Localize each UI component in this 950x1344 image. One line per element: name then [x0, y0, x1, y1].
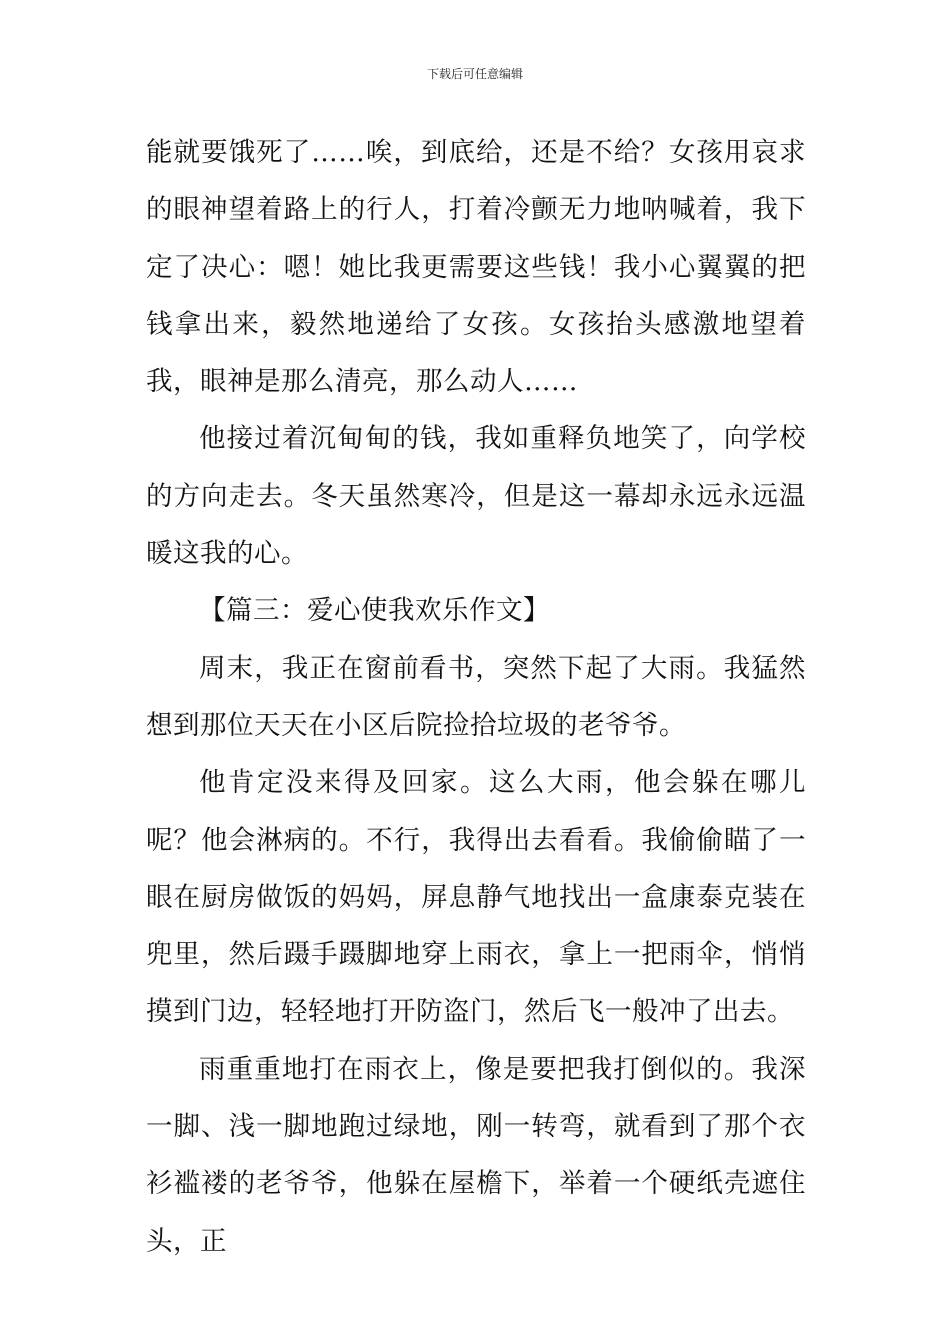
section-heading: 【篇三：爱心使我欢乐作文】 [199, 595, 550, 627]
paragraph: 他肯定没来得及回家。这么大雨，他会躲在哪儿呢？他会淋病的。不行，我得出去看看。我偷偷瞄了一眼在厨房做饭的妈妈，屏息静气地找出一盒康泰克装在兜里，然后蹑手蹑脚地穿上雨衣，拿上一把雨伞，悄悄摸到门边，轻轻地打开防盗门，然后飞一般冲了出去。 [146, 767, 806, 1028]
paragraph: 雨重重地打在雨衣上，像是要把我打倒似的。我深一脚、浅一脚地跑过绿地，刚一转弯，就看到了那个衣衫褴褛的老爷爷，他躲在屋檐下，举着一个硬纸壳遮住头，正 [146, 1053, 806, 1257]
paragraph: 周末，我正在窗前看书，突然下起了大雨。我猛然想到那位天天在小区后院捡拾垃圾的老爷爷。 [146, 652, 806, 741]
paragraph-continued: 能就要饿死了……唉，到底给，还是不给？女孩用哀求的眼神望着路上的行人，打着冷颤无力地呐喊着，我下定了决心：嗯！她比我更需要这些钱！我小心翼翼的把钱拿出来，毅然地递给了女孩。女孩抬头感激地望着我，眼神是那么清亮，那么动人…… [146, 137, 806, 398]
document-body [146, 124, 806, 1270]
page-header: 下载后可任意编辑 [426, 67, 523, 81]
paragraph: 他接过着沉甸甸的钱，我如重释负地笑了，向学校的方向走去。冬天虽然寒冷，但是这一幕却永远永远温暖这我的心。 [146, 423, 806, 570]
